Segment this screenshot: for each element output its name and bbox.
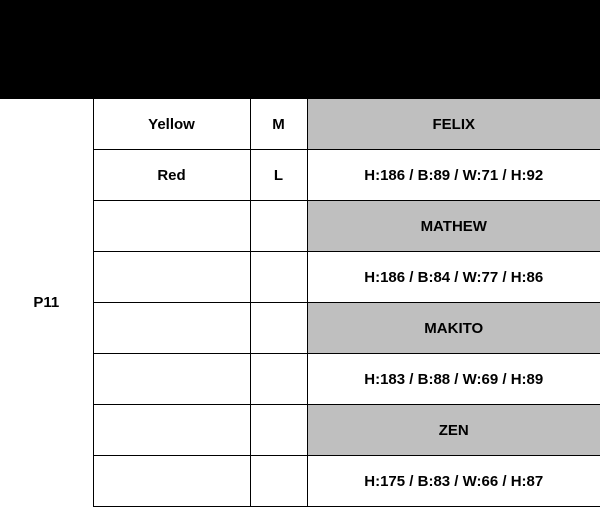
color-cell	[93, 303, 250, 354]
size-cell	[250, 405, 307, 456]
models-cell: H:186 / B:89 / W:71 / H:92	[307, 150, 600, 201]
color-cell	[93, 354, 250, 405]
models-cell: MATHEW	[307, 201, 600, 252]
models-cell: FELIX	[307, 99, 600, 150]
color-cell: Red	[93, 150, 250, 201]
column-header-models: Models	[307, 0, 600, 99]
table-body	[0, 99, 600, 507]
models-cell: H:186 / B:84 / W:77 / H:86	[307, 252, 600, 303]
models-cell: H:183 / B:88 / W:69 / H:89	[307, 354, 600, 405]
column-header-color: Color	[93, 0, 250, 99]
size-cell	[250, 303, 307, 354]
size-cell	[250, 252, 307, 303]
color-cell	[93, 252, 250, 303]
table-row	[0, 99, 600, 150]
table-header	[0, 0, 600, 99]
models-cell: H:175 / B:83 / W:66 / H:87	[307, 456, 600, 507]
column-header-size: Size	[250, 0, 307, 99]
size-cell: L	[250, 150, 307, 201]
size-cell	[250, 354, 307, 405]
table-header-row	[0, 0, 600, 99]
product-code-cell: P11	[0, 99, 93, 507]
column-header-p: P	[0, 0, 93, 99]
size-cell: M	[250, 99, 307, 150]
color-cell: Yellow	[93, 99, 250, 150]
size-cell	[250, 201, 307, 252]
color-cell	[93, 405, 250, 456]
models-cell: MAKITO	[307, 303, 600, 354]
color-cell	[93, 201, 250, 252]
models-cell: ZEN	[307, 405, 600, 456]
